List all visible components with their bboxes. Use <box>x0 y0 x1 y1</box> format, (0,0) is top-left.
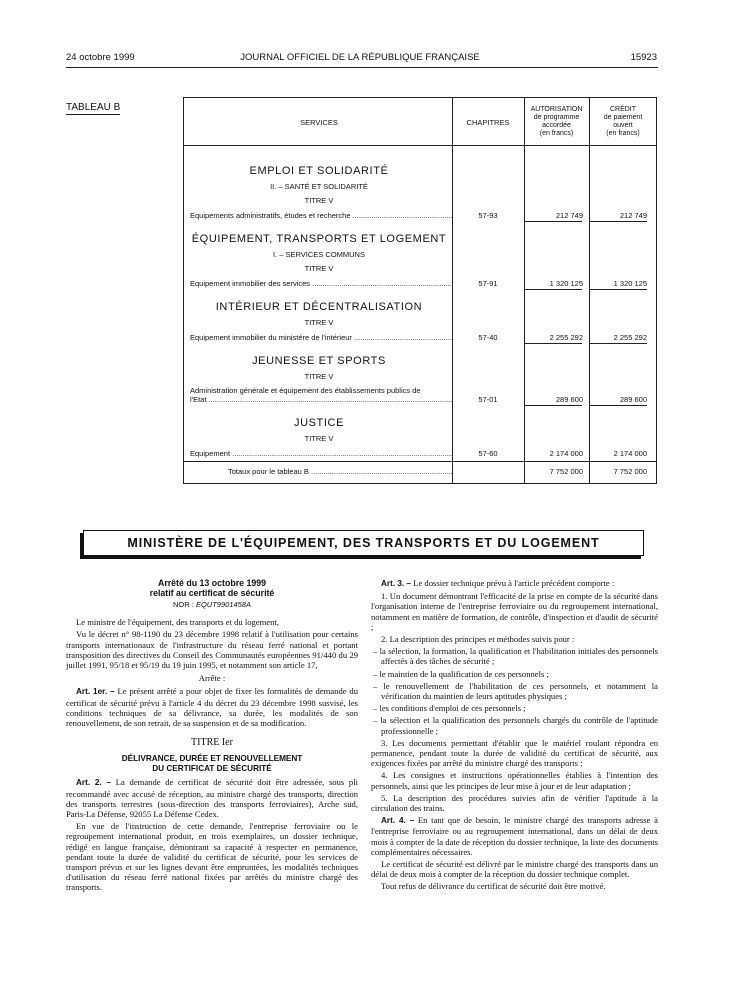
article-heading: Art. 1er. – <box>76 687 115 697</box>
table-row-label <box>190 395 452 404</box>
arrete-subtitle: relatif au certificat de sécurité <box>149 588 275 598</box>
section-subtitle: I. – SERVICES COMMUNS <box>273 250 365 259</box>
article-heading: Art. 4. – <box>381 816 415 826</box>
paragraph: Le ministre de l'équipement, des transports et du logement, <box>76 617 279 628</box>
header-page-number: 15923 <box>630 52 657 63</box>
article-text: Le présent arrêté a pour objet de fixer les formalités de demande du certificat de sécurité prévu à l'article 4 du décret du 23 décembre 1998 susvisé, les conditions techniques de sa délivrance, sa durée, les modalités de son renouvellement, de son retrait, de sa suspension et de sa modification. <box>66 686 358 729</box>
row-label-text: Equipements administratifs, études et recherche ..... <box>190 211 452 220</box>
paragraph: Vu le décret n° 98-1190 du 23 décembre 1998 relatif à l'utilisation pour certains transports internationaux de l'infrastructure du réseau ferré national et portant transposition des directives du Conseil des Communautés européennes 91/440 du 29 juillet 1991, 95/18 et 95/19 du 19 juin 1995, et notamment son article 17, <box>66 629 358 671</box>
section-title: JUSTICE <box>293 417 345 429</box>
right-column <box>371 578 658 894</box>
col-header-line: de programme <box>533 114 580 121</box>
article-text: Le dossier technique prévu à l'article précédent comporte : <box>411 578 615 588</box>
row-autorisation: 1 320 125 <box>549 279 583 288</box>
col-header-line: accordée <box>542 122 571 129</box>
col-header-chapitres: CHAPITRES <box>466 118 510 127</box>
section-titre: TITRE V <box>304 434 334 443</box>
paragraph: 3. Les documents permettant d'établir que le matériel roulant répondra en permanence, pendant toute la durée de validité du certificat de sécurité, aux exigences fixées par arrêté du ministre chargé des transports ; <box>371 737 658 769</box>
section-titre: TITRE V <box>304 264 334 273</box>
article-heading: Art. 3. – <box>381 579 412 588</box>
col-header-line: (en francs) <box>539 130 574 137</box>
article-2 <box>66 777 358 819</box>
row-credit: 2 255 292 <box>613 333 647 342</box>
col-header-services: SERVICES <box>300 118 338 127</box>
header-rule <box>66 67 658 68</box>
row-autorisation: 289 600 <box>555 395 583 404</box>
section-titre: TITRE V <box>304 318 334 327</box>
nor-reference <box>66 600 358 610</box>
table-col-divider <box>589 98 590 483</box>
row-chapitre: 57-40 <box>478 333 498 342</box>
list-item: – la sélection et la qualification des personnels chargés du contrôle de l'aptitude professionnelle ; <box>373 715 658 736</box>
left-column <box>66 578 358 895</box>
arrete-title: Arrêté du 13 octobre 1999 <box>157 578 267 588</box>
article-heading: Art. 2. – <box>76 778 112 788</box>
row-autorisation: 212 749 <box>555 211 583 220</box>
list-item: – les conditions d'emploi de ces personnels ; <box>373 703 526 714</box>
article-1 <box>66 686 358 728</box>
col-header-credit <box>589 106 657 138</box>
header-journal: JOURNAL OFFICIEL DE LA RÉPUBLIQUE FRANÇAISE <box>240 52 480 63</box>
section-title: JEUNESSE ET SPORTS <box>252 355 386 367</box>
paragraph: 4. Les consignes et instructions opérationnelles établies à l'intention des personnels, ainsi que les principes de leur mise à jour et de leur adaptation ; <box>371 770 658 791</box>
list-item: – le maintien de la qualification de ces personnels ; <box>373 668 549 679</box>
col-header-line: ouvert <box>613 122 633 129</box>
row-label-text: Equipement immobilier des services ..... <box>190 279 452 288</box>
table-col-divider <box>524 98 525 483</box>
row-chapitre: 57-01 <box>478 395 498 404</box>
table-label: TABLEAU B <box>66 102 121 113</box>
ministry-banner: MINISTÈRE DE L'ÉQUIPEMENT, DES TRANSPORTS ET DU LOGEMENT <box>83 530 644 556</box>
table-total-label <box>228 467 452 476</box>
table-header-rule <box>184 145 656 146</box>
col-header-line: CRÉDIT <box>609 106 637 113</box>
table-row-label: Administration générale et équipement des établissements publics de <box>190 386 421 395</box>
article-3 <box>371 578 658 589</box>
nor-code: EQUT9901458A <box>195 600 251 609</box>
table-col-divider <box>452 98 453 483</box>
paragraph: 2. La description des principes et méthodes suivis pour : <box>381 634 575 645</box>
section-titre: TITRE V <box>304 372 334 381</box>
paragraph: 1. Un document démontrant l'efficacité de la prise en compte de la sécurité dans l'organisation interne de l'entreprise ferroviaire ou du regroupement international, notamment en matière de formation, de contrôle, d'inspection et d'audit de sécurité ; <box>371 591 658 632</box>
row-label-text: Equipement immobilier du ministère de l'intérieur ..... <box>190 333 452 342</box>
total-label-text: Totaux pour le tableau B ..... <box>228 467 452 476</box>
header-date: 24 octobre 1999 <box>66 52 135 63</box>
paragraph: Arrête : <box>198 673 226 684</box>
section-heading: DU CERTIFICAT DE SÉCURITÉ <box>152 764 272 774</box>
row-chapitre: 57-91 <box>478 279 498 288</box>
titre-heading: TITRE Ier <box>191 737 233 749</box>
section-title: ÉQUIPEMENT, TRANSPORTS ET LOGEMENT <box>191 233 447 245</box>
row-credit: 2 174 000 <box>613 449 647 458</box>
paragraph: En vue de l'instruction de cette demande, l'entreprise ferroviaire ou le regroupement international produit, en trois exemplaires, un dossier technique, rédigé en langue française, démontrant sa capacité à respecter en permanence, pendant toute la durée de validité du certificat de sécurité, pour les services de transport prévus et sur les lignes devant être empruntées, les modalités techniques d'utilisation du réseau ferré national fixées par arrêtés du ministre chargé des transports. <box>66 821 358 893</box>
row-autorisation: 2 174 000 <box>549 449 583 458</box>
underline <box>524 343 582 344</box>
total-credit: 7 752 000 <box>613 467 647 476</box>
row-credit: 289 600 <box>619 395 647 404</box>
underline <box>524 405 582 406</box>
row-autorisation: 2 255 292 <box>549 333 583 342</box>
table-row-label <box>190 333 452 342</box>
underline <box>524 221 582 222</box>
col-header-autorisation <box>524 106 589 138</box>
table-row-label <box>190 449 452 458</box>
row-credit: 212 749 <box>619 211 647 220</box>
col-header-line: de paiement <box>603 114 643 121</box>
row-chapitre: 57-93 <box>478 211 498 220</box>
row-label-text: Equipement ..... <box>190 449 452 458</box>
list-item: – le renouvellement de l'habilitation de ces personnels, et notamment la vérification du maintien de leurs aptitudes physiques ; <box>373 680 658 702</box>
underline <box>589 221 647 222</box>
col-header-line: AUTORISATION <box>530 106 583 113</box>
paragraph: Le certificat de sécurité est délivré par le ministre chargé des transports dans un délai de deux mois à compter de la réception du dossier technique complet. <box>371 859 658 880</box>
underline <box>589 405 647 406</box>
paragraph: 5. La description des procédures suivies afin de vérifier l'aptitude à la circulation des trains. <box>371 792 658 814</box>
article-text: En tant que de besoin, le ministre chargé des transports adresse à l'entreprise ferroviaire ou au regroupement international, dans un délai de deux mois à compter de la date de réception du dossier technique, la liste des documents complémentaires nécessaires. <box>371 815 658 857</box>
total-autorisation: 7 752 000 <box>549 467 583 476</box>
underline <box>524 289 582 290</box>
table-row-label <box>190 279 452 288</box>
row-chapitre: 57-60 <box>478 449 498 458</box>
row-credit: 1 320 125 <box>613 279 647 288</box>
table-total-rule <box>184 461 656 462</box>
list-item: – la sélection, la formation, la qualification et l'habilitation initiales des personnels affectés à des tâches de sécurité ; <box>373 646 658 667</box>
section-titre: TITRE V <box>304 196 334 205</box>
paragraph: Tout refus de délivrance du certificat de sécurité doit être motivé. <box>381 881 606 892</box>
underline <box>589 343 647 344</box>
section-subtitle: II. – SANTÉ ET SOLIDARITÉ <box>270 182 368 191</box>
article-text: La demande de certificat de sécurité doit être adressée, sous pli recommandé avec accusé de réception, au ministre chargé des transports, direction des transports terrestres (sous-direction des transports ferroviaires), Arche sud, Paris-La Défense, 92055 La Défense Cedex. <box>66 777 358 820</box>
table-row-label <box>190 211 452 220</box>
underline <box>589 289 647 290</box>
section-heading: DÉLIVRANCE, DURÉE ET RENOUVELLEMENT <box>121 754 303 764</box>
nor-label: NOR : <box>173 600 196 609</box>
section-title: EMPLOI ET SOLIDARITÉ <box>249 165 389 177</box>
row-label-text: l'Etat ..... <box>190 395 452 404</box>
article-4 <box>371 815 658 857</box>
section-title: INTÉRIEUR ET DÉCENTRALISATION <box>215 301 423 313</box>
col-header-line: (en francs) <box>606 130 640 137</box>
